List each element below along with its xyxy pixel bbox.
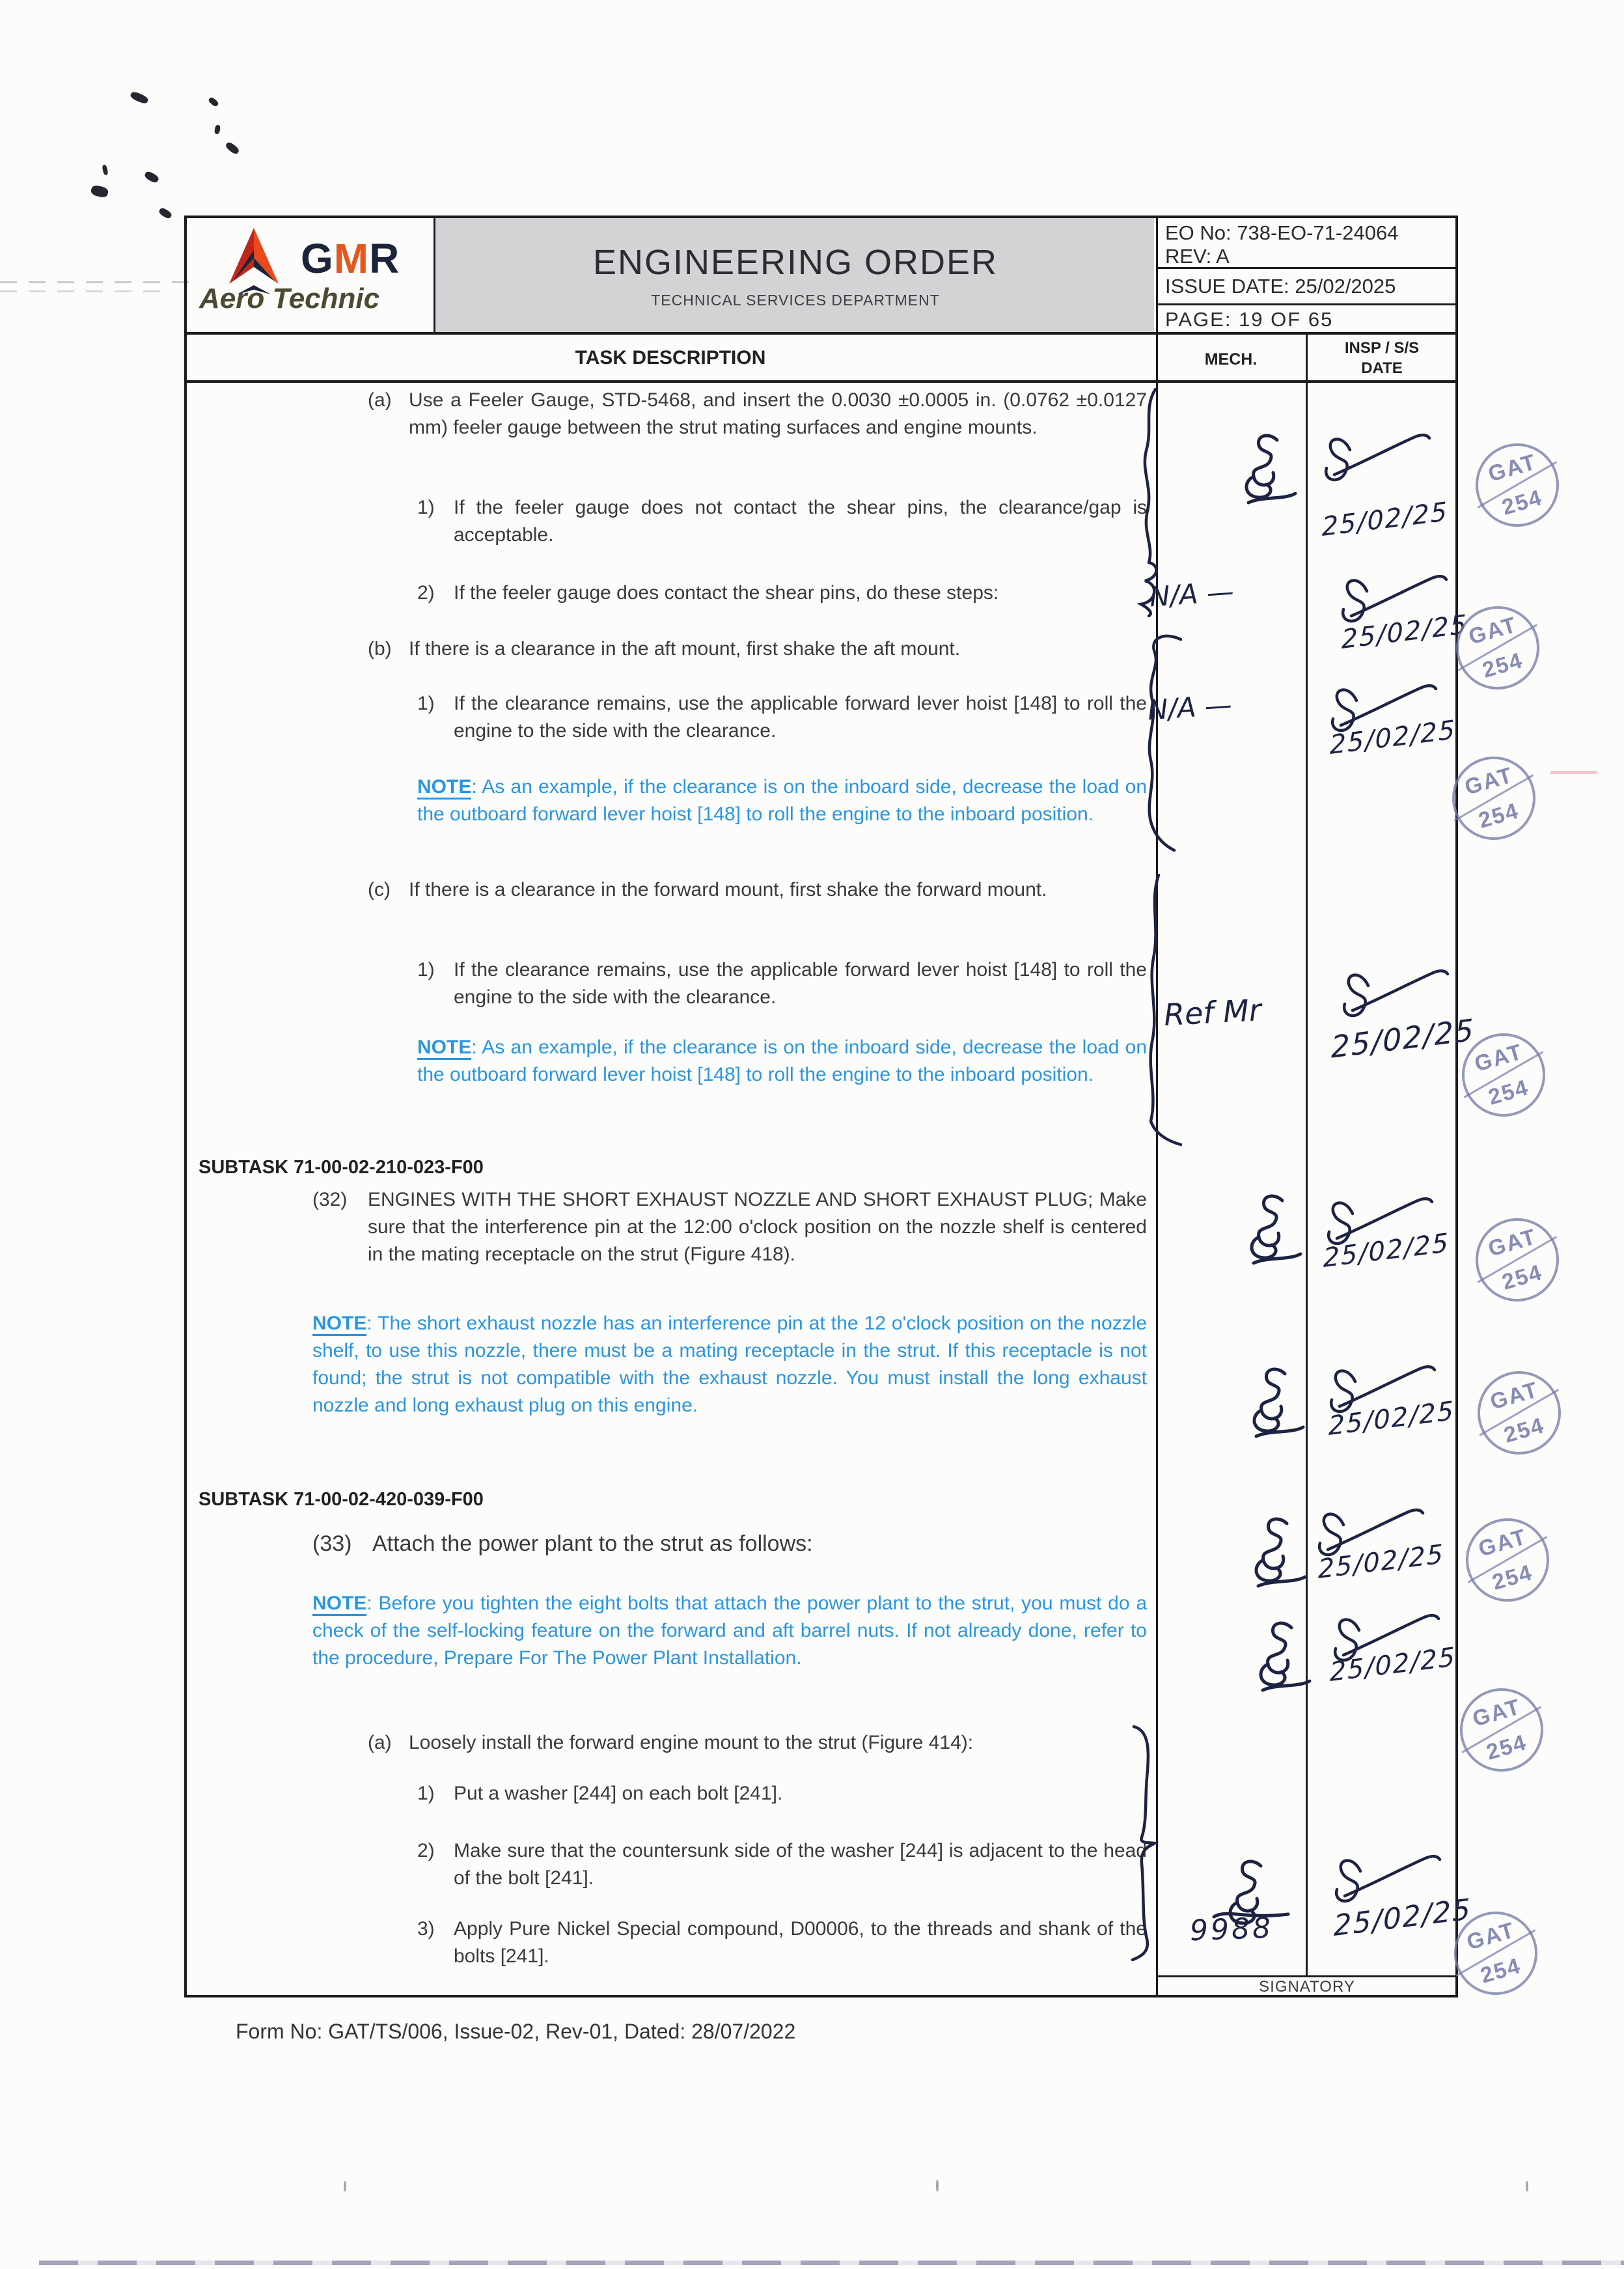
col-header-mech: MECH. [1204,350,1258,369]
scan-speck [102,164,108,175]
scan-speck [225,141,240,155]
gmr-logo-wordmark: GMR [301,235,400,282]
task-item-a: (a) Use a Feeler Gauge, STD-5468, and insert the 0.0030 ±0.0005 in. (0.0762 ±0.0127 mm) feeler gauge between the strut mating surfaces and engine mounts. [368,389,1147,438]
insp-date: 25/02/25 [1321,496,1449,543]
handwritten-digits: 9988 [1189,1911,1274,1948]
scan-speck [158,207,173,220]
mech-signature [1207,1857,1292,1935]
mech-signature [1242,1191,1307,1270]
inspection-stamp: GAT 254 [1446,596,1549,699]
eo-page: PAGE: 19 OF 65 [1165,308,1334,331]
insp-date: 25/02/25 [1328,1395,1455,1442]
scan-dashed-line [0,281,190,283]
header-bottom-rule [184,332,1458,335]
document-subtitle: TECHNICAL SERVICES DEPARTMENT [651,292,940,309]
inspection-stamp: GAT 254 [1466,1208,1569,1311]
col-header-task: TASK DESCRIPTION [575,347,766,369]
note-33: NOTE: Before you tighten the eight bolts that attach the power plant to the strut, you must do a check of the self-locking feature on the forward and aft barrel nuts. If not already done, refer to the procedure, Prepare For The Power Plant Installation. [312,1593,1147,1669]
handwritten-brace-d [1127,1724,1174,1962]
inspection-stamp: GAT 254 [1452,1023,1555,1126]
task-item-c1: 1) If the clearance remains, use the applicable forward lever hoist [148] to roll the engine to the side with the clearance. [417,959,1147,1008]
eo-issue-date: ISSUE DATE: 25/02/2025 [1165,275,1396,298]
scan-bottom-edge [39,2261,1624,2265]
document-title: ENGINEERING ORDER [592,243,998,282]
col-header-insp: INSP / S/S [1344,339,1420,357]
inspection-stamp: GAT 254 [1456,1509,1559,1611]
insp-date: 25/02/25 [1330,1012,1476,1065]
scan-speck [130,90,149,105]
inspection-stamp: GAT 254 [1468,1361,1571,1464]
mech-signature [1245,1365,1310,1443]
insp-date: 25/02/25 [1341,609,1468,656]
info-rule-2 [1156,303,1458,305]
mech-signature [1246,1514,1312,1593]
mech-signature [1237,431,1302,509]
task-item-3-compound: 3) Apply Pure Nickel Special compound, D00006, to the threads and shank of the bolts [241]. [417,1918,1147,1967]
title-info-divider [1156,216,1158,333]
insp-date: 25/02/25 [1329,714,1457,761]
handwritten-na-row-b1: N/A — [1146,688,1233,727]
insp-signature [1316,426,1433,498]
mech-insp-divider [1306,333,1308,1975]
task-item-1-washer: 1) Put a washer [244] on each bolt [241]. [417,1783,783,1804]
insp-date: 25/02/25 [1317,1538,1445,1585]
task-item-a-loosely: (a) Loosely install the forward engine mount to the strut (Figure 414): [368,1732,974,1753]
logo-subtitle: Aero Technic [199,283,380,314]
inspection-stamp: GAT 254 [1444,1902,1547,2005]
insp-date: 25/02/25 [1333,1892,1472,1943]
task-header-rule [184,380,1458,383]
scan-speck [214,124,221,134]
scan-speck [143,170,159,184]
handwritten-ref-row-c: Ref Mr [1163,992,1262,1033]
scan-speck [90,184,109,199]
scan-speck [936,2180,939,2192]
note-32: NOTE: The short exhaust nozzle has an interference pin at the 12 o'clock position on the nozzle shelf, to use this nozzle, there must be a mating receptacle in the strut. If this receptacle is not found; the strut is not compatible with the exhaust nozzle. You must install the long exhaust nozzle and long exhaust plug on this engine. [312,1313,1147,1416]
task-item-a1: 1) If the feeler gauge does not contact the shear pins, the clearance/gap is acceptable. [417,497,1147,546]
signatory-rule [1156,1975,1458,1977]
subtask-420-039: SUBTASK 71-00-02-420-039-F00 [199,1489,484,1510]
task-item-b1: 1) If the clearance remains, use the applicable forward lever hoist [148] to roll the engine to the side with the clearance. [417,693,1147,742]
col-header-insp-date: DATE [1361,359,1403,377]
scan-dashed-line [0,290,163,292]
scan-speck [208,96,219,107]
inspection-stamp: GAT 254 [1442,747,1545,850]
insp-date: 25/02/25 [1329,1641,1457,1688]
signatory-label: SIGNATORY [1259,1978,1355,1996]
task-item-33: (33) Attach the power plant to the strut as follows: [312,1531,813,1556]
inspection-stamp: GAT 254 [1466,434,1569,536]
inspection-stamp: GAT 254 [1450,1678,1553,1781]
eo-rev: REV: A [1165,245,1230,268]
subtask-210-023: SUBTASK 71-00-02-210-023-F00 [199,1157,484,1178]
handwritten-bracket-b [1138,633,1183,854]
note-b: NOTE: As an example, if the clearance is on the inboard side, decrease the load on the outboard forward lever hoist [148] to roll the engine to the inboard position. [417,776,1147,825]
task-item-c: (c) If there is a clearance in the forward mount, first shake the forward mount. [368,879,1047,900]
insp-date: 25/02/25 [1323,1227,1450,1274]
scan-speck [344,2181,346,2192]
eo-number: EO No: 738-EO-71-24064 [1165,221,1399,244]
note-c: NOTE: As an example, if the clearance is on the inboard side, decrease the load on the outboard forward lever hoist [148] to roll the engine to the inboard position. [417,1037,1147,1085]
task-item-a2: 2) If the feeler gauge does contact the shear pins, do these steps: [417,582,999,604]
scan-pink-mark [1550,771,1597,774]
task-item-32: (32) ENGINES WITH THE SHORT EXHAUST NOZZLE AND SHORT EXHAUST PLUG; Make sure that the interference pin at the 12:00 o'clock position on the nozzle shelf is centered in the mating receptacle on the strut (Figure 418). [312,1189,1147,1265]
task-item-b: (b) If there is a clearance in the aft mount, first shake the aft mount. [368,638,961,660]
handwritten-na-row-a2: N/A — [1148,575,1235,613]
form-number-footer: Form No: GAT/TS/006, Issue-02, Rev-01, Dated: 28/07/2022 [236,2020,796,2043]
scan-speck [1526,2181,1528,2192]
task-item-2-countersunk: 2) Make sure that the countersunk side of the washer [244] is adjacent to the head of the bolt [241]. [417,1840,1147,1889]
mech-signature [1251,1619,1316,1697]
